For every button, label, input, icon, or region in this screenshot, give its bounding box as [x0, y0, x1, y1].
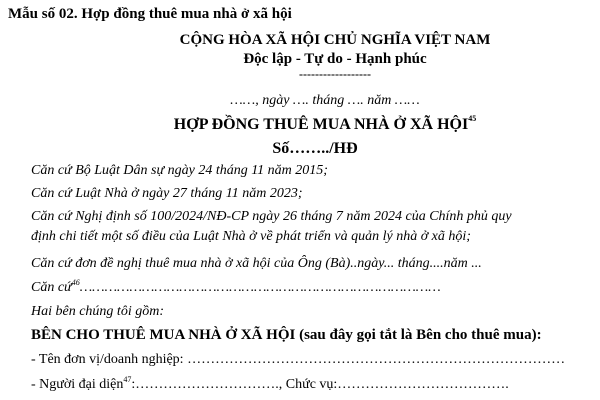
country-name: CỘNG HÒA XÃ HỘI CHỦ NGHĨA VIỆT NAM: [179, 32, 491, 48]
parties-intro: Hai bên chúng tôi gồm:: [31, 304, 164, 319]
header-divider: ------------------: [299, 67, 371, 81]
lessor-representative: [31, 375, 509, 392]
title-footnote: 45: [468, 114, 477, 123]
basis-other-footnote: 46: [71, 278, 80, 287]
date-line: ……, ngày …. tháng …. năm ……: [230, 93, 420, 108]
basis-decree-line-2: định chi tiết một số điều của Luật Nhà ở về phát triển và quản lý nhà ở xã hội;: [31, 229, 471, 244]
basis-other-label: Căn cứ: [31, 280, 72, 295]
representative-label: - Người đại diện: [31, 377, 124, 392]
representative-footnote: 47: [123, 375, 132, 384]
form-label: Mẫu số 02. Hợp đồng thuê mua nhà ở xã hội: [8, 6, 292, 22]
representative-blanks: :…………………………., Chức vụ:……………………………….: [131, 377, 509, 392]
basis-civil-code: Căn cứ Bộ Luật Dân sự ngày 24 tháng 11 năm 2015;: [31, 163, 328, 178]
contract-title-text: HỢP ĐỒNG THUÊ MUA NHÀ Ở XÃ HỘI: [173, 116, 469, 133]
lessor-unit-name: - Tên đơn vị/doanh nghiệp: ………………………………………………………………………: [31, 352, 566, 367]
basis-other-blank: ……………………………………………………………………………: [79, 280, 441, 295]
basis-housing-law: Căn cứ Luật Nhà ở ngày 27 tháng 11 năm 2023;: [31, 186, 303, 201]
contract-title: [25, 114, 600, 133]
basis-application: Căn cứ đơn đề nghị thuê mua nhà ở xã hội của Ông (Bà)..ngày... tháng....năm ...: [31, 256, 482, 271]
contract-number: Số……../HĐ: [272, 140, 358, 157]
basis-other: [31, 278, 441, 295]
basis-decree-line-1: Căn cứ Nghị định số 100/2024/NĐ-CP ngày 26 tháng 7 năm 2024 của Chính phủ quy: [31, 209, 512, 224]
motto: Độc lập - Tự do - Hạnh phúc: [243, 51, 427, 67]
lessor-heading: BÊN CHO THUÊ MUA NHÀ Ở XÃ HỘI (sau đây gọi tắt là Bên cho thuê mua):: [31, 327, 542, 343]
